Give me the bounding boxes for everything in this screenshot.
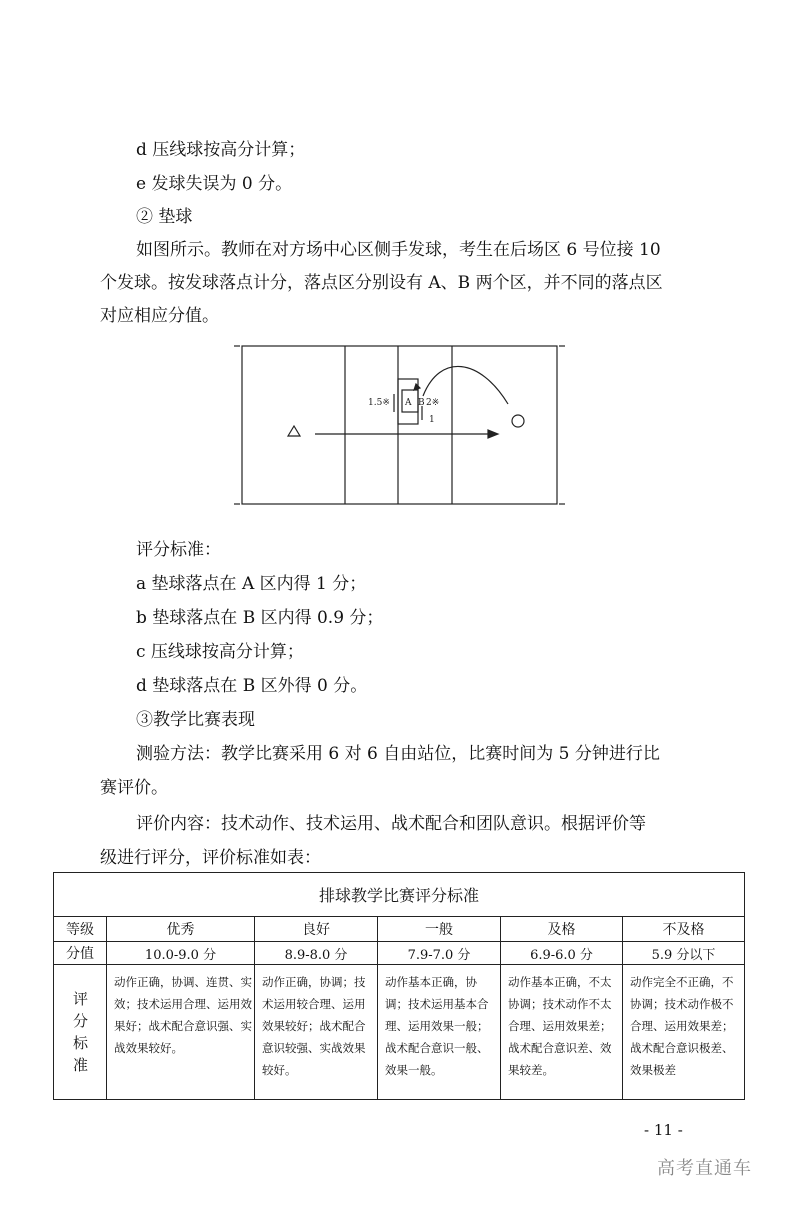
dig-rule-a: a 垫球落点在 A 区内得 1 分； — [136, 574, 367, 594]
criteria-excellent: 动作正确，协调、连贯、实效；技术运用合理、运用效果好；战术配合意识强、实战效果较好。 — [107, 965, 255, 1100]
dig-description-line-3: 对应相应分值。 — [100, 306, 219, 326]
header-pass: 及格 — [501, 917, 623, 942]
criteria-fail: 动作完全不正确，不协调；技术动作极不合理、运用效果差；战术配合意识极差、效果极差 — [623, 965, 745, 1100]
value-average: 7.9-7.0 分 — [378, 942, 501, 965]
value-label: 分值 — [54, 942, 107, 965]
dig-description-line-2: 个发球。按发球落点计分，落点区分别设有 A、B 两个区，并不同的落点区 — [100, 273, 663, 293]
match-content-line-2: 级进行评分，评价标准如表： — [100, 848, 321, 868]
criteria-pass: 动作基本正确，不太协调；技术动作不太合理、运用效果差；战术配合意识差、效果较差。 — [501, 965, 623, 1100]
table-title: 排球教学比赛评分标准 — [54, 873, 745, 917]
serve-rule-e: e 发球失误为 0 分。 — [136, 174, 293, 194]
dig-heading: ② 垫球 — [136, 207, 193, 227]
value-excellent: 10.0-9.0 分 — [107, 942, 255, 965]
dig-description-line-1: 如图所示。教师在对方场中心区侧手发球，考生在后场区 6 号位接 10 — [136, 240, 661, 260]
header-excellent: 优秀 — [107, 917, 255, 942]
page-number: - 11 - — [644, 1121, 683, 1139]
dig-rule-b: b 垫球落点在 B 区内得 0.9 分； — [136, 608, 384, 628]
match-heading: ③教学比赛表现 — [136, 710, 255, 730]
match-method-line-1: 测验方法：教学比赛采用 6 对 6 自由站位，比赛时间为 5 分钟进行比 — [136, 744, 660, 764]
criteria-good: 动作正确，协调；技术运用较合理、运用效果较好；战术配合意识较强、实战效果较好。 — [255, 965, 378, 1100]
dig-rule-d: d 垫球落点在 B 区外得 0 分。 — [136, 676, 368, 696]
watermark: 高考直通车 — [657, 1158, 752, 1179]
header-grade: 等级 — [54, 917, 107, 942]
value-pass: 6.9-6.0 分 — [501, 942, 623, 965]
small-arrow-icon — [414, 384, 420, 390]
court-boundary — [242, 346, 557, 504]
arrow-head-icon — [488, 430, 498, 438]
dimension-left: 1.5※ — [368, 398, 390, 408]
zone-a-label: A — [405, 398, 412, 408]
scoring-table — [53, 872, 745, 1100]
criteria-label-cell — [54, 965, 107, 1100]
value-fail: 5.9 分以下 — [623, 942, 745, 965]
criteria-label: 评分标准 — [73, 990, 89, 1074]
player-circle-icon — [512, 415, 524, 427]
zone-b-label: B — [418, 398, 425, 408]
value-good: 8.9-8.0 分 — [255, 942, 378, 965]
dimension-right: 2※ — [426, 398, 440, 408]
criteria-heading: 评分标准： — [136, 540, 221, 560]
header-good: 良好 — [255, 917, 378, 942]
court-diagram — [230, 338, 570, 510]
match-content-line-1: 评价内容：技术动作、技术运用、战术配合和团队意识。根据评价等 — [136, 814, 646, 834]
match-method-line-2: 赛评价。 — [100, 778, 168, 798]
teacher-triangle-icon — [288, 426, 300, 436]
criteria-average: 动作基本正确，协调；技术运用基本合理、运用效果一般；战术配合意识一般、效果一般。 — [378, 965, 501, 1100]
dimension-bottom: 1 — [429, 415, 435, 425]
header-average: 一般 — [378, 917, 501, 942]
dig-rule-c: c 压线球按高分计算； — [136, 642, 304, 662]
serve-rule-d: d 压线球按高分计算； — [136, 140, 306, 160]
header-fail: 不及格 — [623, 917, 745, 942]
